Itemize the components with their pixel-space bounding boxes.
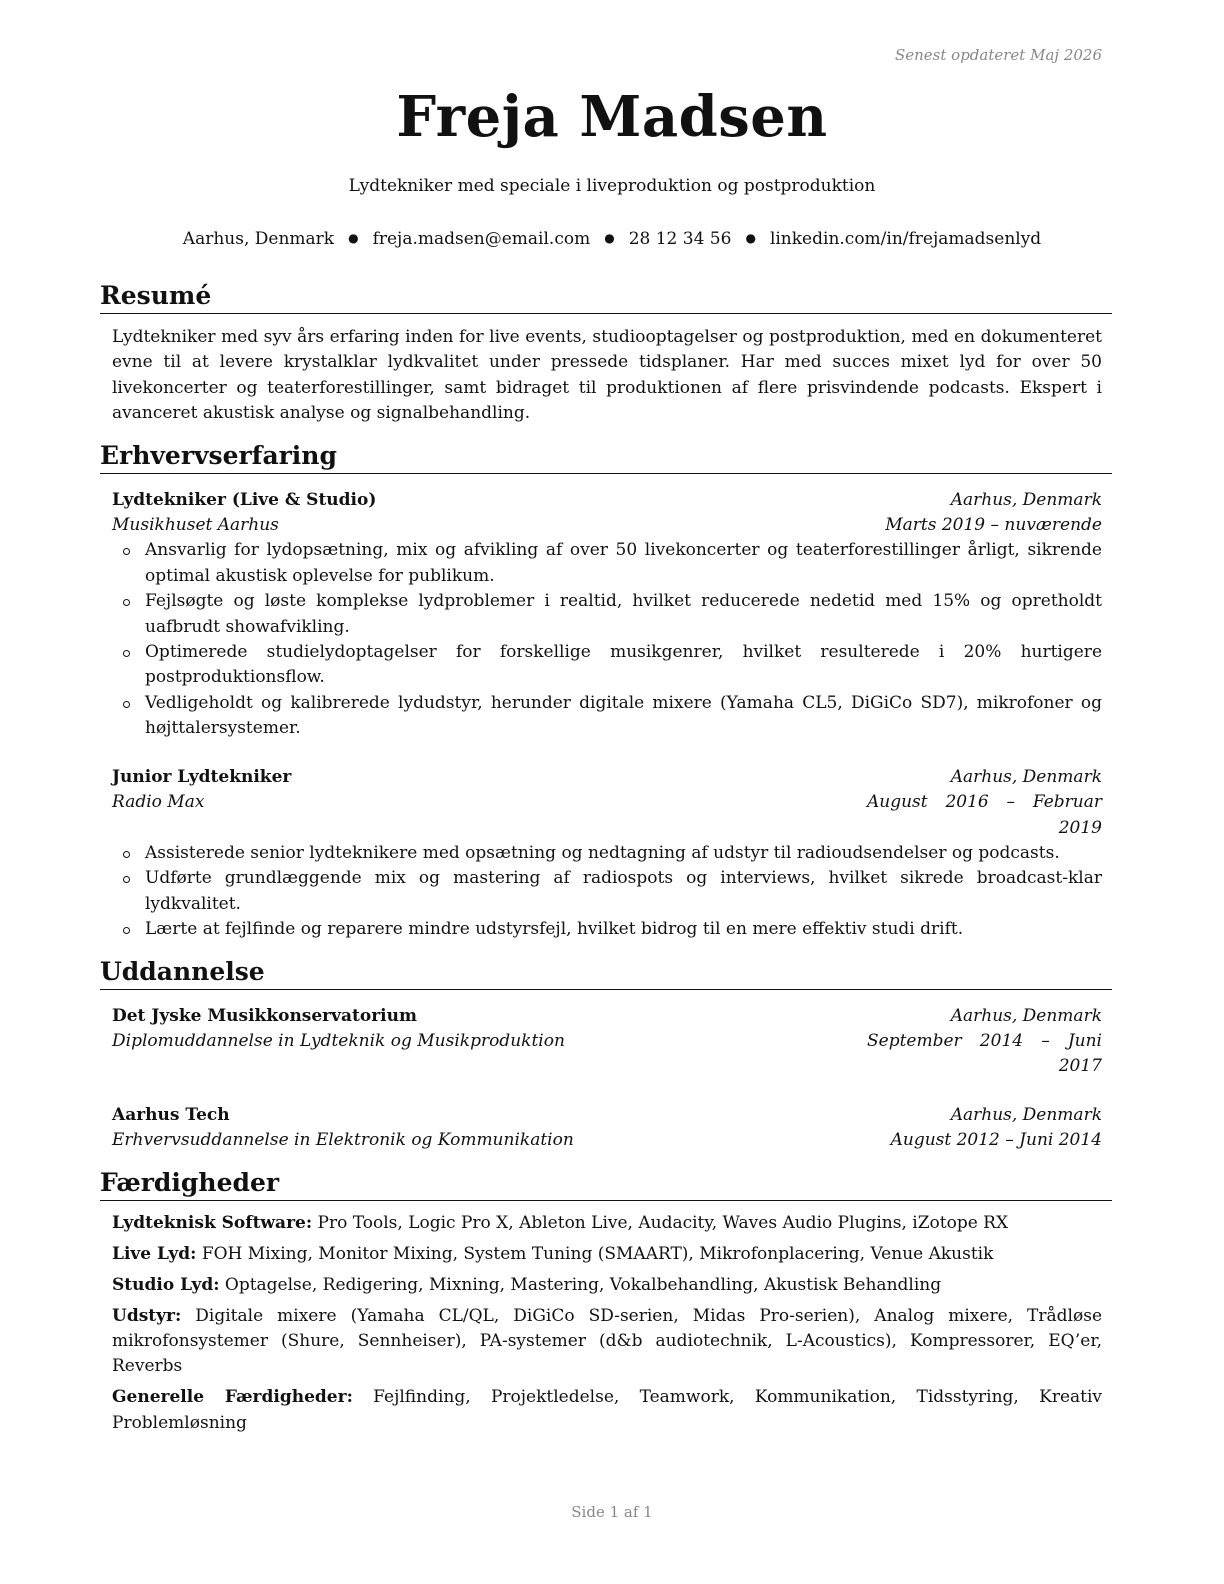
- list-item: [112, 538, 1102, 589]
- headline: Lydtekniker med speciale i liveproduktion og postproduktion: [348, 176, 876, 196]
- bullet-text: Optimerede studielydoptagelser for forskellige musikgenrer, hvilket resulterede i 20% hurtigere postproduktionsflow.: [145, 642, 1102, 688]
- job-subheader-row: [112, 513, 1102, 538]
- skill-label: Live Lyd:: [112, 1243, 197, 1264]
- contact-linkedin[interactable]: linkedin.com/in/frejamadsenlyd: [769, 229, 1042, 249]
- circle-bullet-icon: [123, 701, 130, 708]
- bullet-text: Lærte at fejlfinde og reparere mindre udstyrsfejl, hvilket bidrog til en mere effektiv studi drift.: [145, 919, 964, 940]
- circle-bullet-icon: [123, 599, 130, 606]
- contact-phone: 28 12 34 56: [628, 229, 732, 249]
- bullet-separator-icon: ●: [348, 231, 359, 245]
- contact-line: [0, 229, 1224, 249]
- education-entry: [112, 1103, 1102, 1154]
- education-header-row: [112, 1004, 1102, 1029]
- list-item: [112, 691, 1102, 742]
- skill-row: [112, 1211, 1102, 1236]
- bullet-separator-icon: ●: [604, 231, 615, 245]
- degree-name: Erhvervsuddannelse in Elektronik og Kommunikation: [112, 1130, 574, 1151]
- skill-row: [112, 1304, 1102, 1380]
- skill-value: Optagelse, Redigering, Mixning, Mastering, Vokalbehandling, Akustisk Behandling: [224, 1274, 942, 1295]
- education-header-row: [112, 1103, 1102, 1128]
- skill-value: Pro Tools, Logic Pro X, Ableton Live, Audacity, Waves Audio Plugins, iZotope RX: [317, 1212, 1009, 1233]
- last-updated-note: Senest opdateret Maj 2026: [894, 46, 1102, 64]
- circle-bullet-icon: [123, 876, 130, 883]
- job-header-row: [112, 765, 1102, 790]
- job-company: Musikhuset Aarhus: [112, 515, 279, 536]
- skill-label: Udstyr:: [112, 1305, 182, 1326]
- school-location: Aarhus, Denmark: [950, 1005, 1102, 1026]
- job-bullets: [112, 538, 1102, 741]
- job-entry: [112, 488, 1102, 742]
- bullet-text: Ansvarlig for lydopsætning, mix og afvikling af over 50 livekoncerter og teaterforestillinger årligt, sikrende optimal akustisk oplevelse for publikum.: [145, 540, 1102, 586]
- circle-bullet-icon: [123, 851, 130, 858]
- list-item: [112, 841, 1102, 866]
- bullet-text: Fejlsøgte og løste komplekse lydproblemer i realtid, hvilket reducerede nedetid med 15% og opretholdt uafbrudt showafvikling.: [145, 591, 1102, 637]
- skill-value: Fejlfinding, Projektledelse, Teamwork, Kommunikation, Tidsstyring, Kreativ Problemløsning: [112, 1387, 1103, 1433]
- candidate-name: Freja Madsen: [396, 84, 828, 150]
- bullet-text: Udførte grundlæggende mix og mastering af radiospots og interviews, hvilket sikrede broadcast-klar lydkvalitet.: [145, 868, 1102, 914]
- circle-bullet-icon: [123, 548, 130, 555]
- job-subheader-row: [112, 790, 1102, 841]
- job-dates: Marts 2019 – nuværende: [885, 515, 1102, 536]
- bullet-text: Assisterede senior lydteknikere med opsætning og nedtagning af udstyr til radioudsendelser og podcasts.: [145, 842, 1060, 863]
- bullet-text: Vedligeholdt og kalibrerede lydudstyr, herunder digitale mixere (Yamaha CL5, DiGiCo SD7), mikrofoner og højttalersystemer.: [145, 692, 1102, 739]
- circle-bullet-icon: [123, 927, 130, 934]
- job-company: Radio Max: [112, 792, 205, 813]
- section-title-skills: Færdigheder: [100, 1167, 1112, 1201]
- job-role: Junior Lydtekniker: [112, 766, 292, 787]
- school-name: Det Jyske Musikkonservatorium: [112, 1005, 417, 1026]
- list-item: [112, 917, 1102, 942]
- list-item: [112, 640, 1102, 691]
- skill-row: [112, 1385, 1102, 1436]
- list-item: [112, 589, 1102, 640]
- education-dates: September 2014 – Juni 2017: [867, 1030, 1102, 1077]
- degree-name: Diplomuddannelse in Lydteknik og Musikproduktion: [112, 1030, 565, 1051]
- job-location: Aarhus, Denmark: [950, 489, 1102, 510]
- summary-text: Lydtekniker med syv års erfaring inden for live events, studiooptagelser og postproduktion, med en dokumenteret evne til at levere krystalklar lydkvalitet under pressede tidsplaner. Har med succes mixet lyd for over 50 livekoncerter og teaterforestillinger, samt bidraget til produktionen af flere prisvindende podcasts. Ekspert i avanceret akustisk analyse og signalbehandling.: [112, 327, 1102, 424]
- page-number: Side 1 af 1: [571, 1503, 653, 1521]
- job-location: Aarhus, Denmark: [950, 766, 1102, 787]
- list-item: [112, 866, 1102, 917]
- job-header-row: [112, 488, 1102, 513]
- skill-row: [112, 1242, 1102, 1267]
- skill-value: Digitale mixere (Yamaha CL/QL, DiGiCo SD-serien, Midas Pro-serien), Analog mixere, Trådløse mikrofonsystemer (Shure, Sennheiser), PA-systemer (d&b audiotechnik, L-Acoustics), Kompressorer, EQ’er, Reverbs: [112, 1305, 1103, 1377]
- skill-value: FOH Mixing, Monitor Mixing, System Tuning (SMAART), Mikrofonplacering, Venue Akustik: [201, 1243, 994, 1264]
- skill-label: Lydteknisk Software:: [112, 1212, 313, 1233]
- section-title-summary: Resumé: [100, 280, 1112, 314]
- section-title-education: Uddannelse: [100, 956, 1112, 990]
- school-name: Aarhus Tech: [112, 1104, 230, 1125]
- skills-list: [112, 1211, 1102, 1437]
- school-location: Aarhus, Denmark: [950, 1104, 1102, 1125]
- bullet-separator-icon: ●: [745, 231, 756, 245]
- education-subheader-row: [112, 1029, 1102, 1080]
- job-dates: August 2016 – Februar 2019: [867, 792, 1102, 838]
- education-dates: August 2012 – Juni 2014: [890, 1130, 1102, 1151]
- contact-location: Aarhus, Denmark: [182, 229, 335, 249]
- job-role: Lydtekniker (Live & Studio): [112, 489, 377, 510]
- contact-email[interactable]: freja.madsen@email.com: [372, 229, 591, 249]
- skill-label: Studio Lyd:: [112, 1274, 220, 1295]
- circle-bullet-icon: [123, 650, 130, 657]
- section-title-experience: Erhvervserfaring: [100, 440, 1112, 474]
- skill-label: Generelle Færdigheder:: [112, 1387, 353, 1408]
- skill-row: [112, 1273, 1102, 1298]
- job-bullets: [112, 841, 1102, 943]
- education-entry: [112, 1004, 1102, 1080]
- resume-body: [100, 280, 1112, 1442]
- job-entry: [112, 765, 1102, 943]
- education-subheader-row: [112, 1128, 1102, 1153]
